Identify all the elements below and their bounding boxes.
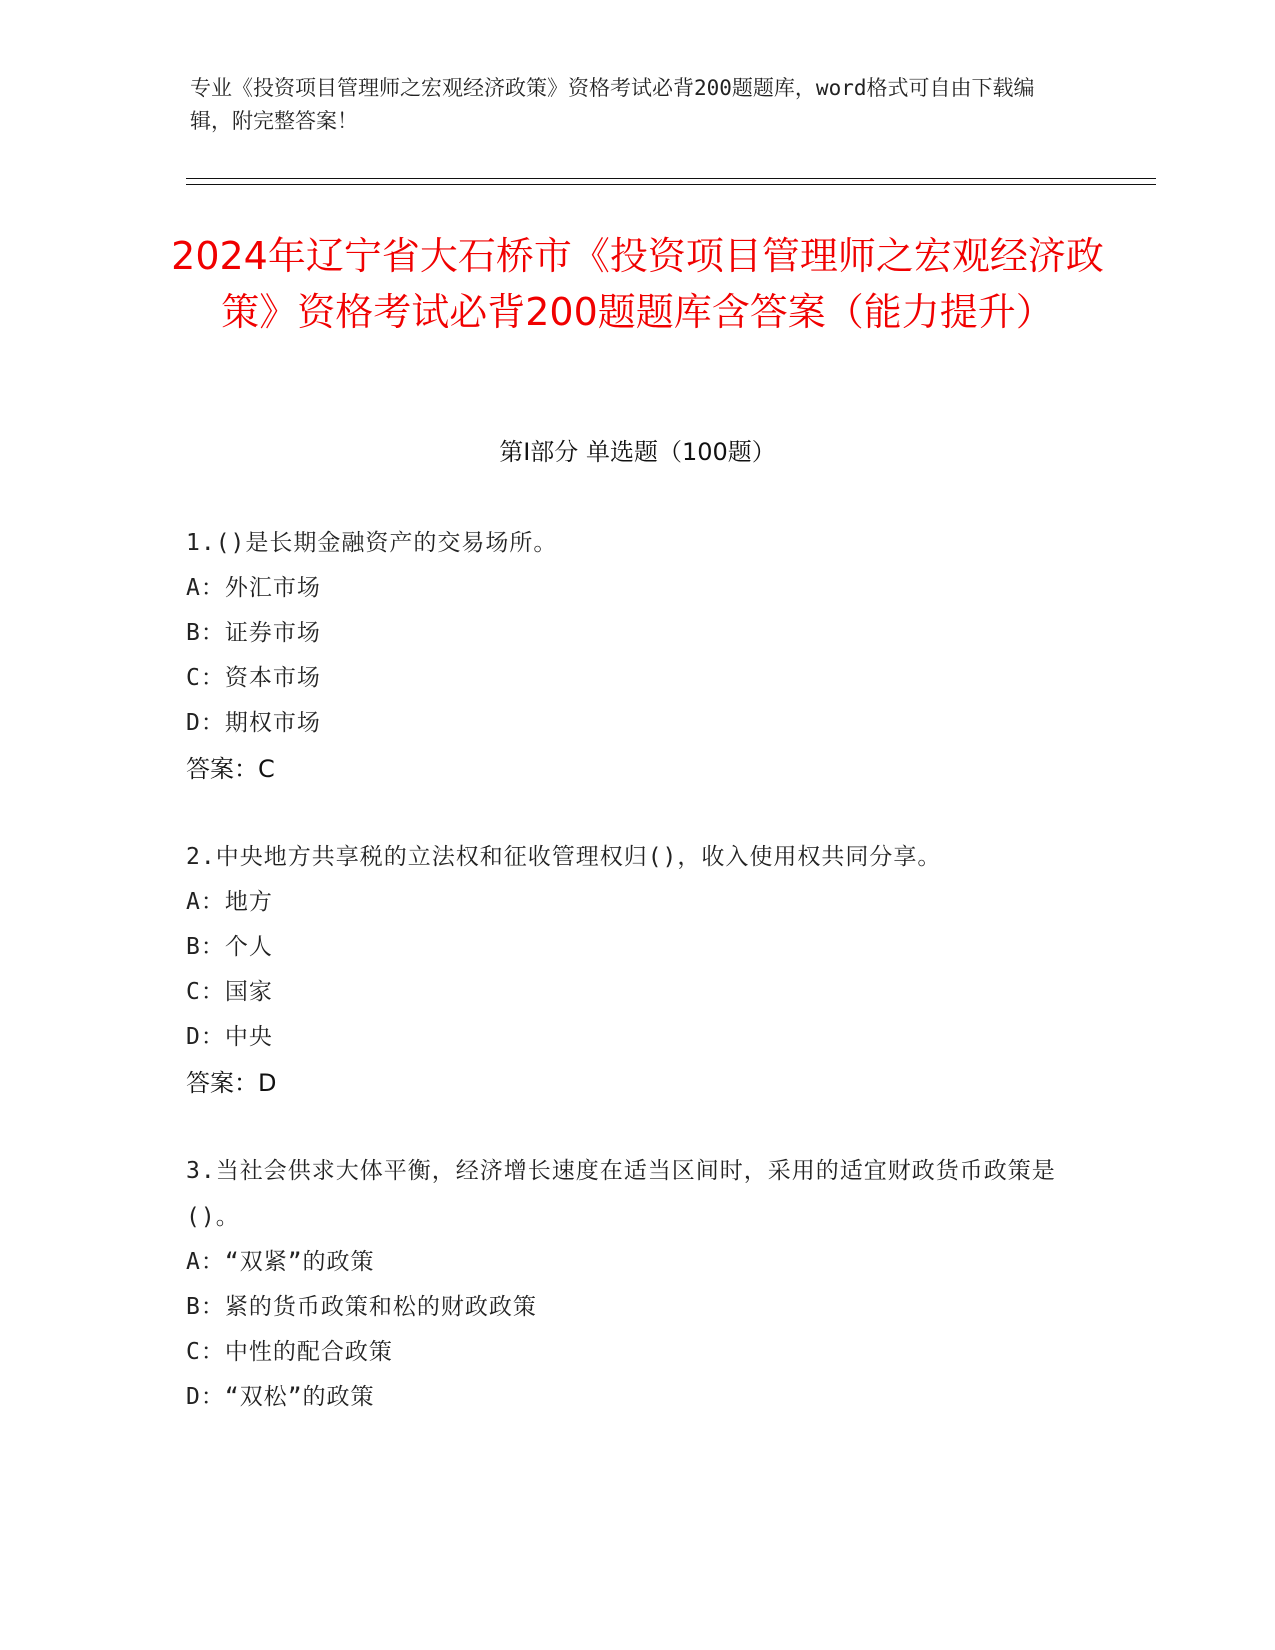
option-c: C：中性的配合政策 (186, 1339, 393, 1365)
document-title: 2024年辽宁省大石桥市《投资项目管理师之宏观经济政策》资格考试必背200题题库含答案（能力提升） (171, 234, 1104, 334)
question-item (186, 520, 1066, 792)
option-b: B：紧的货币政策和松的财政政策 (186, 1294, 537, 1320)
question-list (186, 520, 1066, 1462)
option-d: D：“双松”的政策 (186, 1384, 375, 1410)
option-b: B：证券市场 (186, 620, 321, 646)
option-a: A：地方 (186, 889, 273, 915)
question-stem: 1.()是长期金融资产的交易场所。 (186, 530, 558, 556)
option-a: A：外汇市场 (186, 575, 321, 601)
question-item (186, 834, 1066, 1106)
header-divider-top (186, 178, 1156, 179)
header-divider-bottom (186, 184, 1156, 185)
option-c: C：资本市场 (186, 665, 321, 691)
option-b: B：个人 (186, 934, 273, 960)
option-c: C：国家 (186, 979, 273, 1005)
option-d: D：中央 (186, 1024, 273, 1050)
option-d: D：期权市场 (186, 710, 321, 736)
option-a: A：“双紧”的政策 (186, 1249, 375, 1275)
question-stem: 2.中央地方共享税的立法权和征收管理权归()，收入使用权共同分享。 (186, 844, 942, 870)
question-item (186, 1148, 1066, 1420)
question-stem: 3.当社会供求大体平衡，经济增长速度在适当区间时，采用的适宜财政货币政策是()。 (186, 1158, 1056, 1230)
header-note: 专业《投资项目管理师之宏观经济政策》资格考试必背200题题库，word格式可自由下载编辑，附完整答案！ (190, 76, 1035, 133)
answer-line: 答案：D (186, 1069, 277, 1097)
section-heading: 第I部分 单选题（100题） (499, 438, 776, 466)
answer-line: 答案：C (186, 755, 275, 783)
